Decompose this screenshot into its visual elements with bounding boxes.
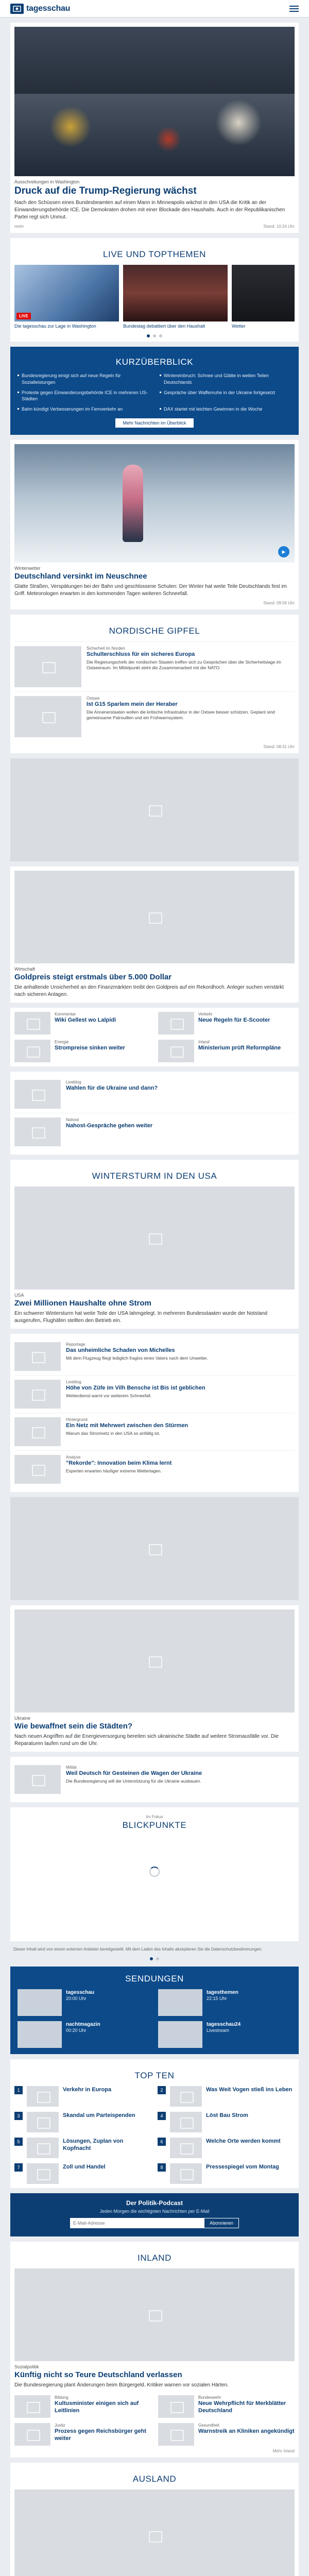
blickpunkte-title: BLICKPUNKTE xyxy=(122,1820,187,1831)
item-dachzeile: Kommentar xyxy=(55,1012,76,1017)
carousel-dots[interactable] xyxy=(10,1957,299,1960)
sendung-time: 20:00 Uhr xyxy=(66,1996,87,2002)
item-headline[interactable]: Schulterschluss für ein sicheres Europa xyxy=(87,651,195,658)
sendung-time: 00:20 Uhr xyxy=(66,2028,87,2033)
usa-dachzeile: USA xyxy=(14,1293,24,1298)
top-item[interactable] xyxy=(14,2163,151,2184)
usa-teaser: Ein schwerer Wintersturm hat weite Teile der USA lahmgelegt. In mehreren Bundesstaaten wurde der Notstand ausgerufen, Flughäfen stellten den Betrieb ein. xyxy=(14,1311,268,1324)
live-title: LIVE UND TOPTHEMEN xyxy=(102,249,207,259)
item-headline[interactable]: Lösungen, Zuplan von Kopfnacht xyxy=(63,2138,124,2152)
item-headline[interactable]: Warnstreik an Kliniken angekündigt xyxy=(198,2428,295,2435)
war-teaser: Nach neuen Angriffen auf die Energieversorgung bereiten sich ukrainische Städte auf weitere Stromausfälle vor. Die Reparaturen laufen rund um die Uhr. xyxy=(14,1734,279,1747)
item-headline[interactable]: Weil Deutsch für Gesteinen die Wagen der Ukraine xyxy=(66,1770,202,1777)
item-dachzeile: Justiz xyxy=(55,2423,65,2428)
top-item[interactable] xyxy=(14,2112,151,2132)
grid-item[interactable] xyxy=(14,2423,151,2446)
briefing-box xyxy=(10,347,299,435)
newsletter-email-input[interactable] xyxy=(70,2218,204,2228)
grid-item[interactable] xyxy=(14,2395,151,2418)
ad-placeholder xyxy=(10,1497,299,1600)
live-item[interactable] xyxy=(123,265,228,330)
briefing-item[interactable]: Gespräche über Waffenruhe in der Ukraine fortgesetzt xyxy=(160,389,291,402)
ausland-title: AUSLAND xyxy=(132,2474,177,2484)
item-headline[interactable]: Wiki Gellest wo Lalpidi xyxy=(55,1017,116,1024)
item-headline[interactable]: Wahlen für die Ukraine und dann? xyxy=(66,1085,158,1092)
ad-placeholder xyxy=(10,758,299,861)
loading-spinner-icon xyxy=(149,1867,160,1877)
gold-card[interactable] xyxy=(10,867,299,1003)
item-dachzeile: Sicherheit im Norden xyxy=(87,646,125,651)
top-item[interactable] xyxy=(158,2086,295,2107)
sendung-item[interactable] xyxy=(18,1989,151,2016)
briefing-title: KURZÜBERBLICK xyxy=(115,357,194,367)
list-item[interactable] xyxy=(14,1413,295,1450)
briefing-item[interactable]: Wintereinbruch: Schnee und Glätte in weiten Teilen Deutschlands xyxy=(160,372,291,385)
list-item[interactable] xyxy=(14,1113,295,1150)
rank-badge: 2 xyxy=(158,2086,166,2094)
snow-teaser: Glatte Straßen, Verspätungen bei der Bahn und geschlossene Schulen: Der Winter hat weite Teile Deutschlands fest im Griff. Meteorologen erwarten in den kommenden Tagen weiteren Schneefall. xyxy=(14,584,287,597)
war-headline[interactable]: Wie bewaffnet sein die Städten? xyxy=(14,1722,133,1731)
item-dachzeile: Liveblog xyxy=(66,1380,81,1385)
item-headline[interactable]: Verkehr in Europa xyxy=(63,2087,112,2093)
item-headline[interactable]: Was Weit Vogen stieß ins Leben xyxy=(206,2087,293,2093)
item-headline[interactable]: Ein Netz mit Mehrwert zwischen den Stürmen xyxy=(66,1422,188,1429)
item-teaser: Experten erwarten häufiger extreme Wetterlagen. xyxy=(66,1468,162,1473)
snow-time: Stand: 09:58 Uhr xyxy=(263,601,295,606)
grid-item[interactable] xyxy=(158,1040,295,1062)
sendung-item[interactable] xyxy=(158,1989,291,2016)
notice-text: Dieser Inhalt wird von einem externen Anbieter bereitgestellt. Mit dem Laden des Inhalts akzeptieren Sie die Datenschutzbestimmungen. xyxy=(13,1947,263,1952)
item-headline[interactable]: Das unheimliche Schaden von Michelles xyxy=(66,1347,175,1354)
briefing-item[interactable]: DAX startet mit leichten Gewinnen in die Woche xyxy=(160,406,291,412)
item-headline[interactable]: Kultusminister einigen sich auf Leitlinien xyxy=(55,2400,139,2414)
item-headline[interactable]: Pressespiegel vom Montag xyxy=(206,2164,279,2171)
list-item[interactable] xyxy=(14,691,295,741)
play-icon[interactable]: ▶ xyxy=(278,546,289,557)
sendungen-title: SENDUNGEN xyxy=(125,1974,184,1984)
nordic-section xyxy=(10,615,299,753)
grid-item[interactable] xyxy=(158,2423,295,2446)
snow-card[interactable] xyxy=(10,440,299,609)
item-teaser: Wetterdienst warnt vor weiterem Schneefall. xyxy=(66,1393,152,1398)
war-dachzeile: Ukraine xyxy=(14,1716,31,1721)
top-item[interactable] xyxy=(14,2086,151,2107)
item-dachzeile: Inland xyxy=(198,1040,210,1045)
item-dachzeile: Ostsee xyxy=(87,696,100,701)
top-item[interactable] xyxy=(158,2138,295,2158)
item-dachzeile: Reportage xyxy=(66,1342,85,1347)
hero-card[interactable] xyxy=(10,23,299,233)
hero-headline[interactable]: Druck auf die Trump-Regierung wächst xyxy=(14,185,197,196)
sendung-item[interactable] xyxy=(18,2021,151,2048)
logo-text[interactable]: tagesschau xyxy=(26,4,71,13)
live-caption: Wetter xyxy=(232,323,246,329)
item-headline[interactable]: Skandal um Parteispenden xyxy=(63,2112,135,2119)
nordic-time: Stand: 08:41 Uhr xyxy=(263,744,295,750)
snow-image xyxy=(14,444,295,563)
inland-teaser: Die Bundesregierung plant Änderungen beim Bürgergeld. Kritiker warnen vor sozialen Härten. xyxy=(14,2382,229,2388)
list-item[interactable] xyxy=(14,1375,295,1413)
grid-news-section xyxy=(10,1008,299,1066)
live-badge: LIVE xyxy=(16,313,31,319)
top-ten-title: TOP TEN xyxy=(134,2071,175,2081)
sendung-item[interactable] xyxy=(158,2021,291,2048)
top-item[interactable] xyxy=(158,2112,295,2132)
live-item[interactable] xyxy=(232,265,295,330)
usa-list xyxy=(10,1334,299,1492)
top-item[interactable] xyxy=(158,2163,295,2184)
inland-headline[interactable]: Künftig nicht so Teure Deutschland verlassen xyxy=(14,2370,182,2380)
briefing-more-button[interactable]: Mehr Nachrichten im Überblick xyxy=(115,418,193,428)
hero-teaser: Nach den Schüssen eines Bundesbeamten auf einen Mann in Minneapolis wächst in den USA die Kritik an der Einwanderungsbehörde ICE. Die Demokraten drohen mit einer Blockade des Haushalts. Auch in der Republikanischen Partei regt sich Unmut. xyxy=(14,199,285,220)
nordic-title: NORDISCHE GIPFEL xyxy=(109,626,200,636)
usa-headline[interactable]: Zwei Millionen Haushalte ohne Strom xyxy=(14,1299,151,1308)
war-card[interactable] xyxy=(10,1605,299,1752)
sendung-title: tagesschau24 xyxy=(207,2022,241,2028)
sendung-time: Livestream xyxy=(207,2028,230,2033)
site-header xyxy=(0,0,309,18)
newsletter-subtitle: Jeden Morgen die wichtigsten Nachrichten per E-Mail xyxy=(99,2209,210,2214)
live-section xyxy=(10,238,299,342)
ausland-section xyxy=(10,2463,299,2576)
item-teaser: Die Regierungschefs der nordischen Staaten treffen sich zu Gesprächen über die Sicherheitslage im Ostseeraum. Im Mittelpunkt steht die Zusammenarbeit mit der NATO. xyxy=(87,659,281,671)
item-headline[interactable]: Prozess gegen Reichsbürger geht weiter xyxy=(55,2428,146,2442)
grid-item[interactable] xyxy=(158,1012,295,1035)
item-headline[interactable]: Löst Bau Strom xyxy=(206,2112,248,2119)
newsletter-box xyxy=(10,2193,299,2236)
item-dachzeile: Hintergrund xyxy=(66,1417,88,1422)
item-dachzeile: Energie xyxy=(55,1040,69,1045)
item-headline[interactable]: Neue Regeln für E-Scooter xyxy=(198,1017,270,1024)
menu-icon[interactable] xyxy=(289,6,299,12)
live-item[interactable] xyxy=(14,265,119,330)
gold-dachzeile: Wirtschaft xyxy=(14,967,36,972)
briefing-item[interactable]: Proteste gegen Einwanderungsbehörde ICE in mehreren US-Städten xyxy=(18,389,149,402)
item-headline[interactable]: Welche Orte werden kommt xyxy=(206,2138,281,2145)
blickpunkte-section xyxy=(10,1807,299,1941)
item-teaser: Die Anrainerstaaten wollen die kritische Infrastruktur in der Ostsee besser schützen. Geplant sind gemeinsame Patrouillen und ein Frühwarnsystem. xyxy=(87,709,275,721)
carousel-dots[interactable] xyxy=(14,334,295,337)
item-dachzeile: Gesundheit xyxy=(198,2423,219,2428)
briefing-item[interactable]: Bundesregierung einigt sich auf neue Regeln für Sozialleistungen xyxy=(18,372,149,385)
item-teaser: Die Bundesregierung will die Unterstützung für die Ukraine ausbauen. xyxy=(66,1778,201,1784)
item-headline[interactable]: Ist G15 Sparlem mein der Heraber xyxy=(87,701,178,708)
inland-more-link[interactable]: Mehr Inland xyxy=(272,2449,295,2454)
blickpunkte-label: Im Fokus xyxy=(146,1815,163,1820)
snow-dachzeile: Winterwetter xyxy=(14,566,41,571)
item-dachzeile: Bundeswehr xyxy=(198,2395,221,2400)
item-dachzeile: Militär xyxy=(66,1765,77,1770)
item-dachzeile: Liveblog xyxy=(66,1080,81,1085)
briefing-item[interactable]: Bahn kündigt Verbesserungen im Fernverkehr an xyxy=(18,406,149,412)
live-caption: Die tagesschau zur Lage in Washington xyxy=(14,323,96,329)
list-item[interactable] xyxy=(14,641,295,691)
item-headline[interactable]: Neue Wehrpflicht für Merkblätter Deutschland xyxy=(198,2400,286,2414)
logo-icon[interactable] xyxy=(10,4,24,14)
snow-headline[interactable]: Deutschland versinkt im Neuschnee xyxy=(14,572,147,581)
gold-headline[interactable]: Goldpreis steigt erstmals über 5.000 Dollar xyxy=(14,973,172,982)
hero-more-link[interactable]: mehr xyxy=(14,224,24,229)
list-item[interactable] xyxy=(14,1450,295,1488)
hero-time: Stand: 10:24 Uhr xyxy=(263,224,295,229)
newsletter-title: Der Politik-Podcast xyxy=(126,2199,183,2207)
live-caption: Bundestag debattiert über den Haushalt xyxy=(123,323,205,329)
item-dachzeile: Nahost xyxy=(66,1117,79,1123)
item-headline[interactable]: Höhe von Züfe im Vilh Bensche ist Bis ist geblichen xyxy=(66,1385,205,1392)
item-headline[interactable]: "Rekorde": Innovation beim Klima lernt xyxy=(66,1460,172,1467)
grid-list xyxy=(10,1072,299,1155)
top-ten-section xyxy=(10,2059,299,2188)
usa-title: WINTERSTURM IN DEN USA xyxy=(92,1171,217,1181)
item-headline[interactable]: Zoll und Handel xyxy=(63,2164,106,2171)
usa-section xyxy=(10,1160,299,1329)
rank-badge: 5 xyxy=(14,2138,23,2146)
item-teaser: Warum das Stromnetz in den USA so anfällig ist. xyxy=(66,1430,160,1436)
war-small[interactable] xyxy=(10,1757,299,1802)
inland-dachzeile: Sozialpolitik xyxy=(14,2364,39,2370)
inland-section xyxy=(10,2242,299,2458)
hero-dachzeile: Ausschreitungen in Washington xyxy=(14,179,80,184)
grid-item[interactable] xyxy=(14,1040,151,1062)
top-item[interactable] xyxy=(14,2138,151,2158)
grid-item[interactable] xyxy=(14,1012,151,1035)
hero-image xyxy=(14,27,295,176)
rank-badge: 4 xyxy=(158,2112,166,2120)
sendungen-section xyxy=(10,1967,299,2054)
rank-badge: 8 xyxy=(158,2163,166,2172)
newsletter-subscribe-button[interactable]: Abonnieren xyxy=(204,2218,239,2228)
list-item[interactable] xyxy=(14,1076,295,1113)
grid-item[interactable] xyxy=(158,2395,295,2418)
sendung-title: tagesthemen xyxy=(207,1990,238,1996)
rank-badge: 6 xyxy=(158,2138,166,2146)
item-headline[interactable]: Ministerium prüft Reformpläne xyxy=(198,1045,281,1052)
sendung-time: 22:15 Uhr xyxy=(207,1996,227,2002)
item-dachzeile: Analyse xyxy=(66,1455,81,1460)
sendung-title: tagesschau xyxy=(66,1990,95,1996)
rank-badge: 7 xyxy=(14,2163,23,2172)
inland-title: INLAND xyxy=(138,2253,171,2263)
item-teaser: Mit dem Flugzeug fliegt lediglich fraglos eines Vaters nach dem Unwetter. xyxy=(66,1355,208,1361)
item-dachzeile: Verkehr xyxy=(198,1012,213,1017)
rank-badge: 1 xyxy=(14,2086,23,2094)
gold-teaser: Die anhaltende Unsicherheit an den Finanzmärkten treibt den Goldpreis auf ein Rekordhoch. Anleger suchen verstärkt nach sicheren Anlagen. xyxy=(14,985,284,998)
rank-badge: 3 xyxy=(14,2112,23,2120)
item-dachzeile: Bildung xyxy=(55,2395,68,2400)
sendung-title: nachtmagazin xyxy=(66,2022,100,2028)
item-headline[interactable]: Nahost-Gespräche gehen weiter xyxy=(66,1123,153,1129)
item-headline[interactable]: Strompreise sinken weiter xyxy=(55,1045,125,1052)
list-item[interactable] xyxy=(14,1338,295,1375)
